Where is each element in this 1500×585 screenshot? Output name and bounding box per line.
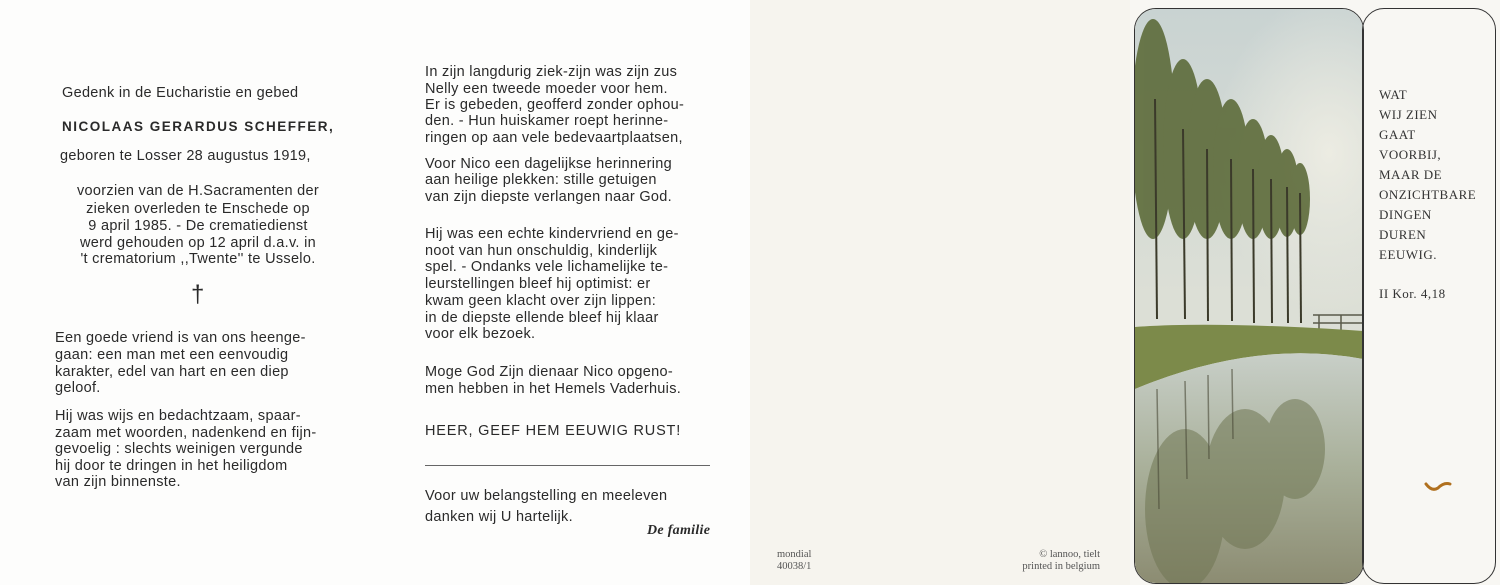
verse-line: VOORBIJ, bbox=[1379, 147, 1442, 162]
verse-line: EEUWIG. bbox=[1379, 247, 1438, 262]
body-line: men hebben in het Hemels Vaderhuis. bbox=[425, 381, 682, 397]
body-line: Nelly een tweede moeder voor hem. bbox=[425, 81, 668, 97]
tribute-line: van zijn binnenste. bbox=[55, 474, 181, 490]
tribute-line: Hij was wijs en bedachtzaam, spaar- bbox=[55, 408, 301, 424]
body-line: in de diepste ellende bleef hij klaar bbox=[425, 310, 659, 326]
divider bbox=[425, 465, 710, 466]
verse-line: GAAT bbox=[1379, 127, 1416, 142]
signature: De familie bbox=[647, 523, 711, 538]
printer-code: mondial bbox=[777, 549, 812, 560]
death-line: voorzien van de H.Sacramenten der bbox=[76, 183, 320, 199]
thanks-line: danken wij U hartelijk. bbox=[425, 509, 573, 525]
body-line: voor elk bezoek. bbox=[425, 326, 536, 342]
body-line: Hij was een echte kindervriend en ge- bbox=[425, 226, 679, 242]
back-panel bbox=[750, 0, 1130, 585]
intro-line: Gedenk in de Eucharistie en gebed bbox=[62, 85, 299, 101]
death-line: 't crematorium ,,Twente'' te Usselo. bbox=[80, 251, 316, 267]
verse-line: DUREN bbox=[1379, 227, 1427, 242]
verse-line: ONZICHTBARE bbox=[1379, 187, 1477, 202]
body-line: ringen op aan vele bedevaartplaatsen, bbox=[425, 130, 683, 146]
verse-line: WAT bbox=[1379, 87, 1408, 102]
verse-line: WIJ ZIEN bbox=[1379, 107, 1438, 122]
landscape-photo bbox=[1134, 8, 1364, 584]
death-line: 9 april 1985. - De crematiedienst bbox=[88, 218, 308, 234]
body-line: kwam geen klacht over zijn lippen: bbox=[425, 293, 657, 309]
body-line: leurstellingen bleef hij optimist: er bbox=[425, 276, 651, 292]
body-line: spel. - Ondanks vele lichamelijke te- bbox=[425, 259, 669, 275]
tribute-line: karakter, edel van hart en een diep bbox=[55, 364, 289, 380]
tribute-line: hij door te dringen in het heiligdom bbox=[55, 458, 288, 474]
tribute-line: geloof. bbox=[55, 380, 101, 396]
body-line: den. - Hun huiskamer roept herinne- bbox=[425, 113, 669, 129]
death-line: zieken overleden te Enschede op bbox=[86, 201, 310, 217]
verse-line: MAAR DE bbox=[1379, 167, 1443, 182]
tribute-line: Een goede vriend is van ons heenge- bbox=[55, 330, 306, 346]
body-line: In zijn langdurig ziek-zijn was zijn zus bbox=[425, 64, 678, 80]
body-line: Voor Nico een dagelijkse herinnering bbox=[425, 156, 672, 172]
prayer-line: HEER, GEEF HEM EEUWIG RUST! bbox=[425, 423, 682, 439]
body-line: Er is gebeden, geofferd zonder ophou- bbox=[425, 97, 685, 113]
printer-code: 40038/1 bbox=[777, 561, 812, 572]
deceased-name: NICOLAAS GERARDUS SCHEFFER, bbox=[62, 119, 335, 134]
tribute-line: gaan: een man met een eenvoudig bbox=[55, 347, 289, 363]
body-line: aan heilige plekken: stille getuigen bbox=[425, 172, 657, 188]
thanks-line: Voor uw belangstelling en meeleven bbox=[425, 488, 668, 504]
birth-line: geboren te Losser 28 augustus 1919, bbox=[60, 148, 311, 164]
body-line: Moge God Zijn dienaar Nico opgeno- bbox=[425, 364, 673, 380]
body-line: noot van hun onschuldig, kinderlijk bbox=[425, 243, 658, 259]
verse-line: DINGEN bbox=[1379, 207, 1432, 222]
death-line: werd gehouden op 12 april d.a.v. in bbox=[80, 235, 316, 251]
tribute-line: zaam met woorden, nadenkend en fijn- bbox=[55, 425, 317, 441]
body-line: van zijn diepste verlangen naar God. bbox=[425, 189, 672, 205]
publisher-credit: printed in belgium bbox=[1022, 561, 1100, 572]
stain-mark-icon bbox=[1424, 478, 1452, 499]
tribute-line: gevoelig : slechts weinigen vergunde bbox=[55, 441, 303, 457]
cross-icon: † bbox=[191, 281, 205, 308]
verse-reference: II Kor. 4,18 bbox=[1379, 286, 1446, 301]
publisher-credit: © lannoo, tielt bbox=[1039, 549, 1100, 560]
